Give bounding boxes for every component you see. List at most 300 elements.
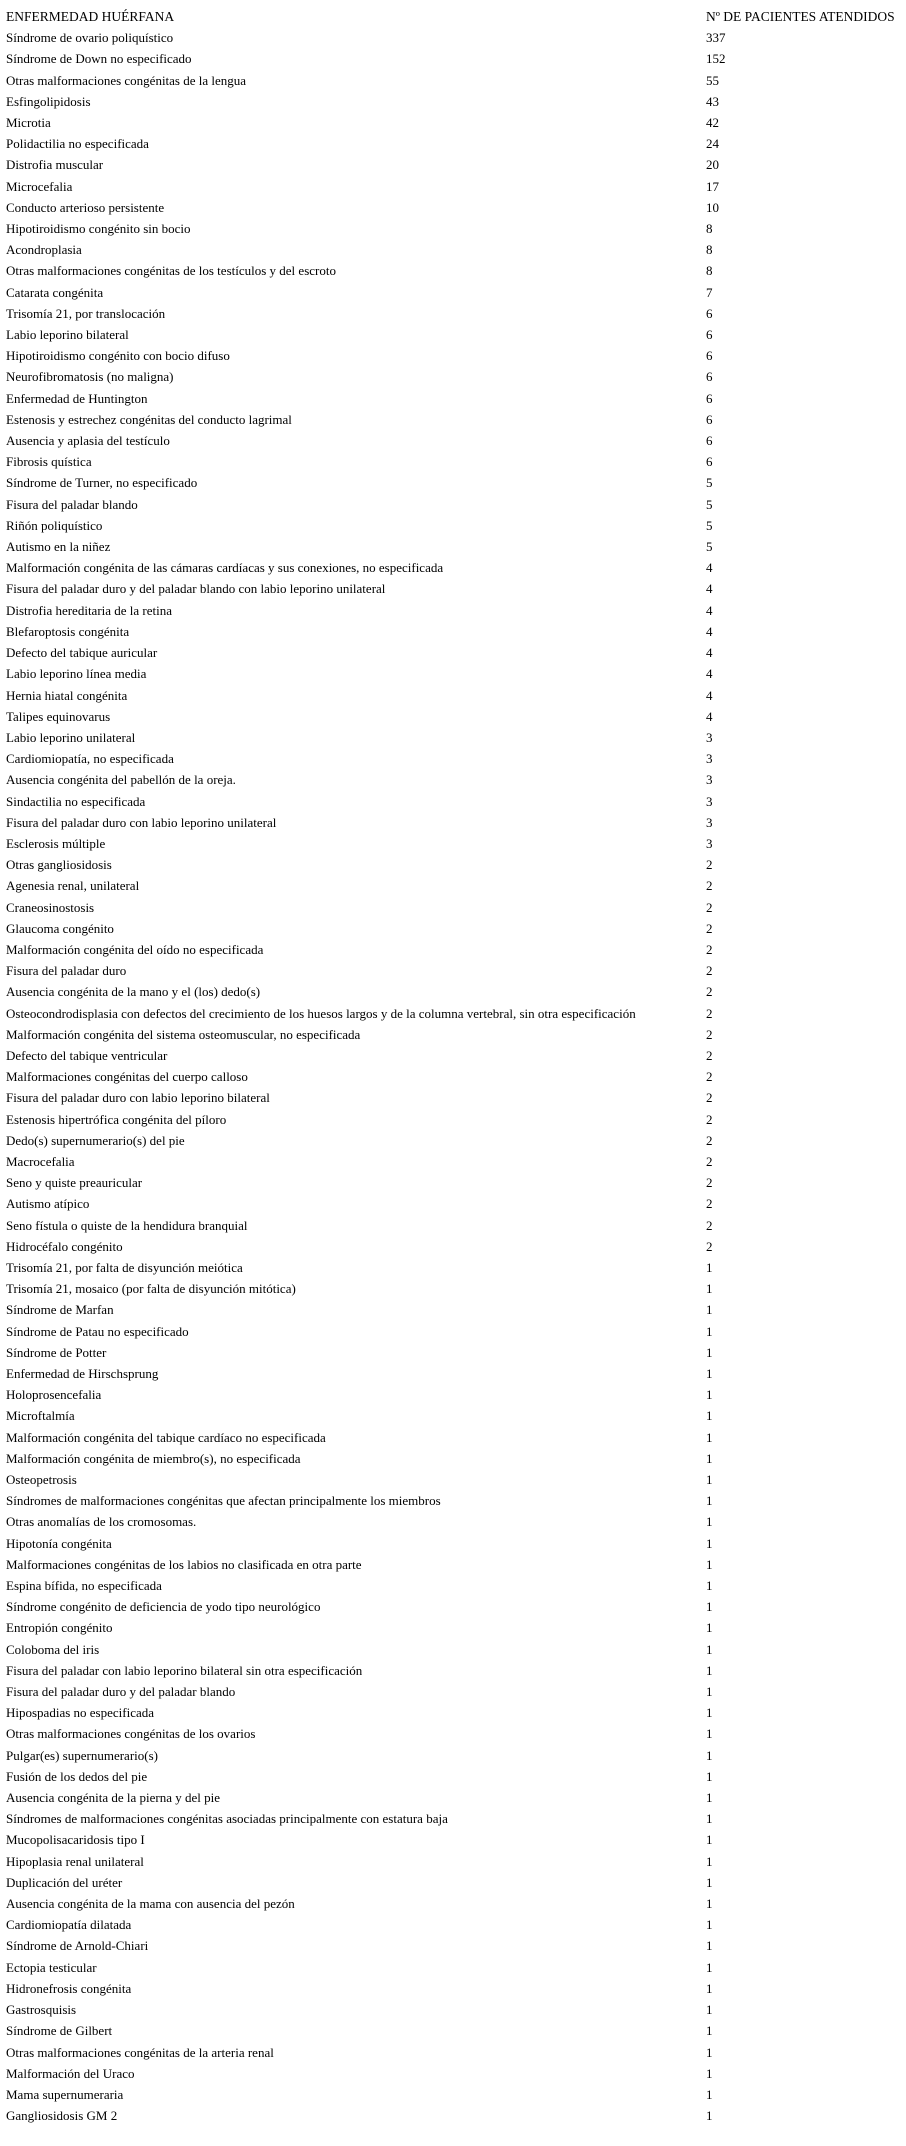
patient-count-cell: 2 xyxy=(706,1026,713,1042)
disease-name-cell: Fusión de los dedos del pie xyxy=(6,1768,148,1784)
orphan-disease-table xyxy=(6,6,906,2126)
patient-count-cell: 1 xyxy=(706,2065,713,2081)
patient-count-cell: 2 xyxy=(706,941,713,957)
disease-name-cell: Mucopolisacaridosis tipo I xyxy=(6,1832,145,1848)
table-row xyxy=(6,515,906,536)
patient-count-cell: 1 xyxy=(706,1514,713,1530)
disease-name-cell: Trisomía 21, por translocación xyxy=(6,305,166,321)
table-row xyxy=(6,1787,906,1808)
disease-name-cell: Hipotiroidismo congénito con bocio difuso xyxy=(6,348,230,364)
table-row xyxy=(6,854,906,875)
disease-name-cell: Otras malformaciones congénitas de la lengua xyxy=(6,72,247,88)
disease-name-cell: Fibrosis quística xyxy=(6,454,92,470)
table-row xyxy=(6,748,906,769)
table-row xyxy=(6,1236,906,1257)
disease-name-cell: Dedo(s) supernumerario(s) del pie xyxy=(6,1132,185,1148)
patient-count-cell: 1 xyxy=(706,1832,713,1848)
patient-count-cell: 152 xyxy=(706,51,726,67)
patient-count-cell: 2 xyxy=(706,1238,713,1254)
table-row xyxy=(6,1469,906,1490)
disease-name-cell: Síndrome de Potter xyxy=(6,1344,107,1360)
disease-name-cell: Holoprosencefalia xyxy=(6,1387,102,1403)
patient-count-cell: 6 xyxy=(706,454,713,470)
patient-count-cell: 1 xyxy=(706,1620,713,1636)
table-row xyxy=(6,536,906,557)
patient-count-cell: 4 xyxy=(706,666,713,682)
disease-name-cell: Microftalmía xyxy=(6,1408,75,1424)
disease-name-cell: Mama supernumeraria xyxy=(6,2086,124,2102)
disease-name-cell: Osteocondrodisplasia con defectos del crecimiento de los huesos largos y de la columna vertebral, sin otra especificación xyxy=(6,1005,636,1021)
table-row xyxy=(6,197,906,218)
patient-count-cell: 1 xyxy=(706,1344,713,1360)
disease-name-cell: Seno y quiste preauricular xyxy=(6,1175,143,1191)
disease-name-cell: Malformaciones congénitas de los labios no clasificada en otra parte xyxy=(6,1556,362,1572)
disease-name-cell: Ausencia congénita de la mama con ausencia del pezón xyxy=(6,1896,295,1912)
table-row xyxy=(6,1024,906,1045)
table-row xyxy=(6,1490,906,1511)
table-row xyxy=(6,472,906,493)
table-row xyxy=(6,727,906,748)
disease-name-cell: Síndrome congénito de deficiencia de yodo tipo neurológico xyxy=(6,1599,321,1615)
patient-count-cell: 1 xyxy=(706,1980,713,1996)
table-row xyxy=(6,1808,906,1829)
table-row xyxy=(6,154,906,175)
patient-count-cell: 2 xyxy=(706,857,713,873)
disease-name-cell: Microcefalia xyxy=(6,178,73,194)
disease-name-cell: Síndrome de Marfan xyxy=(6,1302,114,1318)
patient-count-cell: 2 xyxy=(706,963,713,979)
disease-name-cell: Defecto del tabique auricular xyxy=(6,645,158,661)
patient-count-cell: 1 xyxy=(706,1429,713,1445)
patient-count-cell: 43 xyxy=(706,93,719,109)
disease-name-cell: Malformación congénita del sistema osteomuscular, no especificada xyxy=(6,1026,361,1042)
patient-count-cell: 2 xyxy=(706,984,713,1000)
patient-count-cell: 2 xyxy=(706,1090,713,1106)
table-row xyxy=(6,1299,906,1320)
disease-name-cell: Seno fístula o quiste de la hendidura branquial xyxy=(6,1217,248,1233)
table-row xyxy=(6,1681,906,1702)
table-header xyxy=(6,6,906,27)
disease-name-cell: Malformación congénita del oído no especificada xyxy=(6,941,264,957)
patient-count-cell: 42 xyxy=(706,115,719,131)
disease-name-cell: Fisura del paladar duro con labio leporino unilateral xyxy=(6,814,277,830)
patient-count-cell: 3 xyxy=(706,814,713,830)
table-row xyxy=(6,1575,906,1596)
patient-count-cell: 2 xyxy=(706,920,713,936)
table-body xyxy=(6,27,906,2126)
table-row xyxy=(6,1766,906,1787)
patient-count-cell: 1 xyxy=(706,1641,713,1657)
disease-name-cell: Síndrome de ovario poliquístico xyxy=(6,30,174,46)
disease-name-cell: Cardiomiopatía, no especificada xyxy=(6,751,174,767)
disease-name-cell: Polidactilia no especificada xyxy=(6,136,149,152)
patient-count-cell: 4 xyxy=(706,708,713,724)
disease-name-cell: Gangliosidosis GM 2 xyxy=(6,2108,118,2124)
disease-name-cell: Malformaciones congénitas del cuerpo calloso xyxy=(6,1069,248,1085)
table-row xyxy=(6,176,906,197)
table-row xyxy=(6,282,906,303)
disease-name-cell: Ectopia testicular xyxy=(6,1959,97,1975)
disease-name-cell: Glaucoma congénito xyxy=(6,920,114,936)
patient-count-cell: 1 xyxy=(706,1917,713,1933)
disease-name-cell: Hipospadias no especificada xyxy=(6,1705,155,1721)
table-row xyxy=(6,1066,906,1087)
table-row xyxy=(6,706,906,727)
patient-count-cell: 1 xyxy=(706,1323,713,1339)
disease-name-cell: Autismo en la niñez xyxy=(6,539,111,555)
patient-count-cell: 337 xyxy=(706,30,726,46)
patient-count-cell: 8 xyxy=(706,221,713,237)
disease-name-cell: Estenosis y estrechez congénitas del conducto lagrimal xyxy=(6,411,292,427)
patient-count-cell: 2 xyxy=(706,1132,713,1148)
patient-count-cell: 1 xyxy=(706,1408,713,1424)
disease-name-cell: Ausencia congénita de la pierna y del pie xyxy=(6,1790,221,1806)
disease-name-cell: Labio leporino unilateral xyxy=(6,729,136,745)
table-row xyxy=(6,897,906,918)
patient-count-cell: 1 xyxy=(706,1599,713,1615)
patient-count-cell: 2 xyxy=(706,1005,713,1021)
patient-count-cell: 1 xyxy=(706,1387,713,1403)
table-row xyxy=(6,2063,906,2084)
disease-name-cell: Hidrocéfalo congénito xyxy=(6,1238,123,1254)
disease-name-cell: Blefaroptosis congénita xyxy=(6,623,130,639)
table-row xyxy=(6,557,906,578)
disease-name-cell: Síndromes de malformaciones congénitas que afectan principalmente los miembros xyxy=(6,1493,441,1509)
patient-count-cell: 2 xyxy=(706,878,713,894)
disease-name-cell: Síndrome de Down no especificado xyxy=(6,51,192,67)
table-row xyxy=(6,112,906,133)
table-row xyxy=(6,345,906,366)
table-row xyxy=(6,578,906,599)
patient-count-cell: 1 xyxy=(706,1472,713,1488)
table-row xyxy=(6,1172,906,1193)
disease-name-cell: Esclerosis múltiple xyxy=(6,835,106,851)
disease-name-cell: Cardiomiopatía dilatada xyxy=(6,1917,132,1933)
table-row xyxy=(6,1893,906,1914)
patient-count-cell: 6 xyxy=(706,305,713,321)
table-row xyxy=(6,1109,906,1130)
table-row xyxy=(6,1087,906,1108)
disease-name-cell: Fisura del paladar con labio leporino bilateral sin otra especificación xyxy=(6,1662,363,1678)
header-patient-count: Nº DE PACIENTES ATENDIDOS xyxy=(706,9,895,24)
patient-count-cell: 1 xyxy=(706,1853,713,1869)
disease-name-cell: Síndrome de Turner, no especificado xyxy=(6,475,198,491)
patient-count-cell: 1 xyxy=(706,1366,713,1381)
disease-name-cell: Defecto del tabique ventricular xyxy=(6,1047,168,1063)
patient-count-cell: 4 xyxy=(706,623,713,639)
patient-count-cell: 4 xyxy=(706,645,713,661)
disease-name-cell: Hipoplasia renal unilateral xyxy=(6,1853,144,1869)
patient-count-cell: 3 xyxy=(706,751,713,767)
table-row xyxy=(6,1639,906,1660)
disease-name-cell: Ausencia congénita del pabellón de la oreja. xyxy=(6,772,236,788)
patient-count-cell: 1 xyxy=(706,1938,713,1954)
patient-count-cell: 5 xyxy=(706,539,713,555)
patient-count-cell: 6 xyxy=(706,327,713,343)
table-row xyxy=(6,1193,906,1214)
disease-name-cell: Trisomía 21, mosaico (por falta de disyunción mitótica) xyxy=(6,1281,296,1297)
table-row xyxy=(6,1405,906,1426)
table-row xyxy=(6,1533,906,1554)
disease-name-cell: Ausencia y aplasia del testículo xyxy=(6,433,170,449)
table-row xyxy=(6,303,906,324)
patient-count-cell: 1 xyxy=(706,1662,713,1678)
table-row xyxy=(6,1935,906,1956)
disease-name-cell: Hernia hiatal congénita xyxy=(6,687,128,703)
table-row xyxy=(6,27,906,48)
patient-count-cell: 5 xyxy=(706,475,713,491)
table-row xyxy=(6,409,906,430)
disease-name-cell: Fisura del paladar duro xyxy=(6,963,127,979)
patient-count-cell: 1 xyxy=(706,1302,713,1318)
disease-name-cell: Síndromes de malformaciones congénitas asociadas principalmente con estatura baja xyxy=(6,1811,448,1827)
table-row xyxy=(6,833,906,854)
patient-count-cell: 1 xyxy=(706,2086,713,2102)
patient-count-cell: 4 xyxy=(706,581,713,597)
patient-count-cell: 1 xyxy=(706,1896,713,1912)
table-row xyxy=(6,1702,906,1723)
patient-count-cell: 1 xyxy=(706,1726,713,1742)
patient-count-cell: 1 xyxy=(706,1874,713,1890)
patient-count-cell: 6 xyxy=(706,348,713,364)
disease-name-cell: Sindactilia no especificada xyxy=(6,793,146,809)
patient-count-cell: 1 xyxy=(706,2002,713,2018)
patient-count-cell: 1 xyxy=(706,1493,713,1509)
table-row xyxy=(6,1872,906,1893)
patient-count-cell: 5 xyxy=(706,496,713,512)
patient-count-cell: 4 xyxy=(706,602,713,618)
table-row xyxy=(6,1914,906,1935)
disease-name-cell: Malformación congénita de miembro(s), no especificada xyxy=(6,1450,301,1466)
patient-count-cell: 1 xyxy=(706,1281,713,1297)
disease-name-cell: Síndrome de Gilbert xyxy=(6,2023,113,2039)
disease-name-cell: Ausencia congénita de la mano y el (los) dedo(s) xyxy=(6,984,261,1000)
table-row xyxy=(6,1723,906,1744)
table-row xyxy=(6,1745,906,1766)
disease-name-cell: Duplicación del uréter xyxy=(6,1874,123,1890)
disease-name-cell: Otras gangliosidosis xyxy=(6,857,112,873)
patient-count-cell: 55 xyxy=(706,72,719,88)
patient-count-cell: 8 xyxy=(706,242,713,258)
table-row xyxy=(6,1617,906,1638)
table-row xyxy=(6,1342,906,1363)
patient-count-cell: 20 xyxy=(706,157,719,173)
disease-name-cell: Fisura del paladar duro con labio leporino bilateral xyxy=(6,1090,270,1106)
table-row xyxy=(6,1427,906,1448)
disease-name-cell: Síndrome de Patau no especificado xyxy=(6,1323,189,1339)
disease-name-cell: Macrocefalia xyxy=(6,1153,75,1169)
disease-name-cell: Enfermedad de Huntington xyxy=(6,390,148,406)
patient-count-cell: 2 xyxy=(706,1047,713,1063)
table-row xyxy=(6,218,906,239)
table-row xyxy=(6,2084,906,2105)
disease-name-cell: Estenosis hipertrófica congénita del píloro xyxy=(6,1111,227,1127)
table-row xyxy=(6,366,906,387)
disease-name-cell: Fisura del paladar duro y del paladar blando con labio leporino unilateral xyxy=(6,581,386,597)
patient-count-cell: 6 xyxy=(706,390,713,406)
patient-count-cell: 17 xyxy=(706,178,719,194)
table-row xyxy=(6,451,906,472)
patient-count-cell: 4 xyxy=(706,560,713,576)
table-row xyxy=(6,1257,906,1278)
table-row xyxy=(6,1151,906,1172)
patient-count-cell: 1 xyxy=(706,1747,713,1763)
patient-count-cell: 2 xyxy=(706,899,713,915)
disease-name-cell: Hipotonía congénita xyxy=(6,1535,112,1551)
patient-count-cell: 1 xyxy=(706,1535,713,1551)
disease-name-cell: Riñón poliquístico xyxy=(6,517,103,533)
patient-count-cell: 10 xyxy=(706,199,719,215)
table-row xyxy=(6,621,906,642)
patient-count-cell: 24 xyxy=(706,136,719,152)
patient-count-cell: 6 xyxy=(706,433,713,449)
patient-count-cell: 2 xyxy=(706,1175,713,1191)
disease-name-cell: Gastrosquisis xyxy=(6,2002,77,2018)
patient-count-cell: 1 xyxy=(706,2044,713,2060)
table-row xyxy=(6,1448,906,1469)
disease-name-cell: Acondroplasia xyxy=(6,242,82,258)
table-row xyxy=(6,1596,906,1617)
disease-name-cell: Craneosinostosis xyxy=(6,899,95,915)
patient-count-cell: 3 xyxy=(706,772,713,788)
disease-name-cell: Malformación del Uraco xyxy=(6,2065,135,2081)
patient-count-cell: 3 xyxy=(706,729,713,745)
table-row xyxy=(6,918,906,939)
table-row xyxy=(6,1278,906,1299)
patient-count-cell: 2 xyxy=(706,1111,713,1127)
patient-count-cell: 5 xyxy=(706,517,713,533)
table-row xyxy=(6,1045,906,1066)
patient-count-cell: 1 xyxy=(706,1959,713,1975)
disease-name-cell: Conducto arterioso persistente xyxy=(6,199,165,215)
patient-count-cell: 6 xyxy=(706,411,713,427)
table-row xyxy=(6,1130,906,1151)
table-row xyxy=(6,1829,906,1850)
table-row xyxy=(6,1384,906,1405)
patient-count-cell: 3 xyxy=(706,835,713,851)
table-row xyxy=(6,91,906,112)
header-row xyxy=(6,6,906,27)
disease-name-cell: Distrofia hereditaria de la retina xyxy=(6,602,173,618)
disease-name-cell: Hipotiroidismo congénito sin bocio xyxy=(6,221,191,237)
table-row xyxy=(6,981,906,1002)
table-row xyxy=(6,1978,906,1999)
disease-name-cell: Esfingolipidosis xyxy=(6,93,91,109)
patient-count-cell: 1 xyxy=(706,1705,713,1721)
disease-name-cell: Catarata congénita xyxy=(6,284,104,300)
table-row xyxy=(6,1321,906,1342)
table-row xyxy=(6,600,906,621)
disease-name-cell: Coloboma del iris xyxy=(6,1641,100,1657)
disease-name-cell: Otras malformaciones congénitas de la arteria renal xyxy=(6,2044,274,2060)
disease-name-cell: Pulgar(es) supernumerario(s) xyxy=(6,1747,158,1763)
table-row xyxy=(6,1999,906,2020)
disease-name-cell: Entropión congénito xyxy=(6,1620,113,1636)
patient-count-cell: 1 xyxy=(706,1811,713,1827)
disease-name-cell: Distrofia muscular xyxy=(6,157,104,173)
disease-name-cell: Síndrome de Arnold-Chiari xyxy=(6,1938,149,1954)
patient-count-cell: 7 xyxy=(706,284,713,300)
table-row xyxy=(6,2105,906,2126)
patient-count-cell: 2 xyxy=(706,1196,713,1212)
table-row xyxy=(6,1215,906,1236)
patient-count-cell: 1 xyxy=(706,1768,713,1784)
table-row xyxy=(6,70,906,91)
table-row xyxy=(6,1554,906,1575)
table-row xyxy=(6,791,906,812)
disease-name-cell: Otras malformaciones congénitas de los testículos y del escroto xyxy=(6,263,336,279)
table-row xyxy=(6,663,906,684)
disease-name-cell: Otras anomalías de los cromosomas. xyxy=(6,1514,197,1530)
disease-name-cell: Espina bífida, no especificada xyxy=(6,1578,162,1594)
disease-name-cell: Enfermedad de Hirschsprung xyxy=(6,1366,159,1381)
patient-count-cell: 4 xyxy=(706,687,713,703)
patient-count-cell: 2 xyxy=(706,1153,713,1169)
patient-count-cell: 1 xyxy=(706,2023,713,2039)
disease-name-cell: Labio leporino bilateral xyxy=(6,327,129,343)
table-row xyxy=(6,812,906,833)
patient-count-cell: 2 xyxy=(706,1069,713,1085)
disease-name-cell: Neurofibromatosis (no maligna) xyxy=(6,369,174,385)
disease-name-cell: Malformación congénita del tabique cardíaco no especificada xyxy=(6,1429,326,1445)
table-row xyxy=(6,1851,906,1872)
table-row xyxy=(6,1511,906,1532)
table-row xyxy=(6,239,906,260)
table-row xyxy=(6,133,906,154)
disease-name-cell: Trisomía 21, por falta de disyunción meiótica xyxy=(6,1259,243,1275)
table-row xyxy=(6,48,906,69)
patient-count-cell: 1 xyxy=(706,1684,713,1700)
table-row xyxy=(6,324,906,345)
disease-name-cell: Hidronefrosis congénita xyxy=(6,1980,132,1996)
patient-count-cell: 1 xyxy=(706,1790,713,1806)
disease-name-cell: Labio leporino línea media xyxy=(6,666,147,682)
table-row xyxy=(6,494,906,515)
disease-name-cell: Osteopetrosis xyxy=(6,1472,77,1488)
table-row xyxy=(6,939,906,960)
patient-count-cell: 1 xyxy=(706,1556,713,1572)
patient-count-cell: 8 xyxy=(706,263,713,279)
disease-name-cell: Microtia xyxy=(6,115,51,131)
table-row xyxy=(6,875,906,896)
table-row xyxy=(6,2020,906,2041)
table-row xyxy=(6,1003,906,1024)
patient-count-cell: 1 xyxy=(706,1578,713,1594)
patient-count-cell: 1 xyxy=(706,1259,713,1275)
table-row xyxy=(6,642,906,663)
table-row xyxy=(6,388,906,409)
disease-name-cell: Fisura del paladar blando xyxy=(6,496,138,512)
table-row xyxy=(6,685,906,706)
table-row xyxy=(6,2042,906,2063)
table-row xyxy=(6,769,906,790)
patient-count-cell: 2 xyxy=(706,1217,713,1233)
disease-name-cell: Otras malformaciones congénitas de los ovarios xyxy=(6,1726,256,1742)
disease-name-cell: Fisura del paladar duro y del paladar blando xyxy=(6,1684,236,1700)
table-row xyxy=(6,1660,906,1681)
disease-name-cell: Malformación congénita de las cámaras cardíacas y sus conexiones, no especificada xyxy=(6,560,444,576)
table-row xyxy=(6,960,906,981)
disease-name-cell: Autismo atípico xyxy=(6,1196,90,1212)
disease-name-cell: Talipes equinovarus xyxy=(6,708,111,724)
header-disease: ENFERMEDAD HUÉRFANA xyxy=(6,9,175,24)
disease-name-cell: Agenesia renal, unilateral xyxy=(6,878,140,894)
patient-count-cell: 6 xyxy=(706,369,713,385)
patient-count-cell: 1 xyxy=(706,2108,713,2124)
table-row xyxy=(6,1957,906,1978)
patient-count-cell: 3 xyxy=(706,793,713,809)
table-row xyxy=(6,260,906,281)
